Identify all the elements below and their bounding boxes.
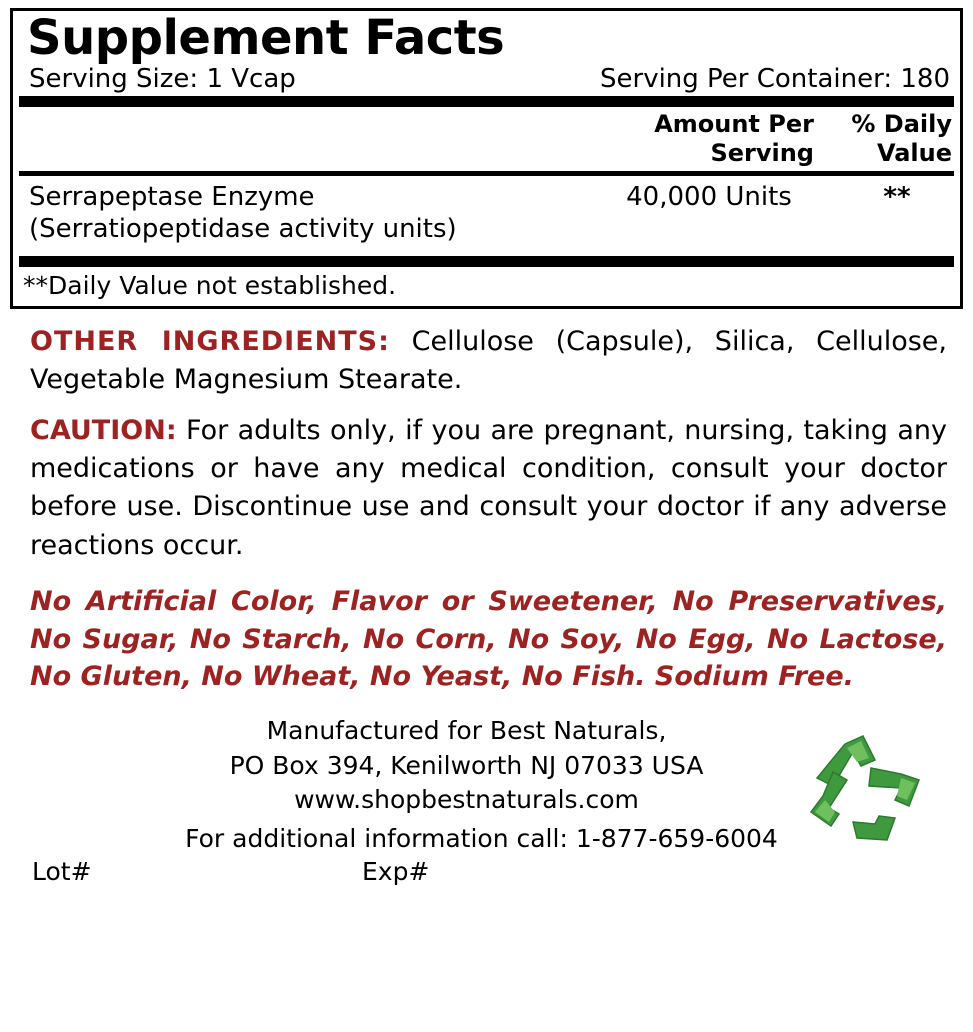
caution-text: For adults only, if you are pregnant, nursing, taking any medications or have any medical condition, consult your doctor before use. Discontinue use and consult your doctor if any adverse reactions occur. (30, 414, 947, 561)
body-copy (0, 309, 973, 696)
divider-thick-top (19, 96, 954, 107)
daily-value-footnote: **Daily Value not established. (23, 270, 397, 300)
servings-per-container: Serving Per Container: 180 (600, 63, 950, 94)
contact-phone: For additional information call: 1-877-659-6004 (185, 823, 778, 853)
free-from-claims: No Artificial Color, Flavor or Sweetener, No Preservatives, No Sugar, No Starch, No Corn, No Soy, No Egg, No Lactose, No Gluten, No Wheat, No Yeast, No Fish. Sodium Free. (30, 585, 947, 693)
other-ingredients-text: Cellulose (Capsule), Silica, Cellulose, Vegetable Magnesium Stearate. (30, 325, 947, 396)
manufactured-for: Manufactured for Best Naturals, (266, 716, 667, 746)
facts-column-headers (19, 107, 954, 172)
nutrient-name-line1: Serrapeptase Enzyme (29, 182, 315, 213)
manufacturer-address: PO Box 394, Kenilworth NJ 07033 USA (229, 750, 704, 780)
recycle-icon (783, 730, 943, 850)
supplement-facts-title: Supplement Facts (27, 10, 505, 66)
nutrient-name-line2: (Serratiopeptidase activity units) (29, 214, 457, 245)
lot-exp-row (20, 857, 953, 886)
column-header-serving: Serving (710, 138, 814, 167)
column-header-value: Value (876, 138, 952, 167)
supplement-facts-panel (10, 8, 963, 309)
nutrient-name (29, 182, 584, 245)
nutrient-daily-value: ** (883, 182, 911, 213)
column-header-amount-per: Amount Per (654, 109, 814, 138)
caution-heading: CAUTION: (30, 414, 177, 446)
footer (0, 714, 973, 886)
table-row (19, 176, 954, 253)
other-ingredients-heading: OTHER INGREDIENTS: (30, 325, 390, 357)
other-ingredients-paragraph (30, 323, 947, 400)
column-header-percent-daily: % Daily (851, 109, 952, 138)
divider-thick-bottom (19, 256, 954, 267)
manufacturer-website: www.shopbestnaturals.com (294, 785, 639, 815)
nutrient-amount: 40,000 Units (626, 182, 792, 213)
lot-label: Lot# (32, 856, 92, 886)
supplement-label (0, 8, 973, 1032)
caution-paragraph (30, 412, 947, 565)
serving-size: Serving Size: 1 Vcap (29, 63, 296, 94)
exp-label: Exp# (362, 856, 430, 886)
serving-info-row (29, 64, 950, 94)
